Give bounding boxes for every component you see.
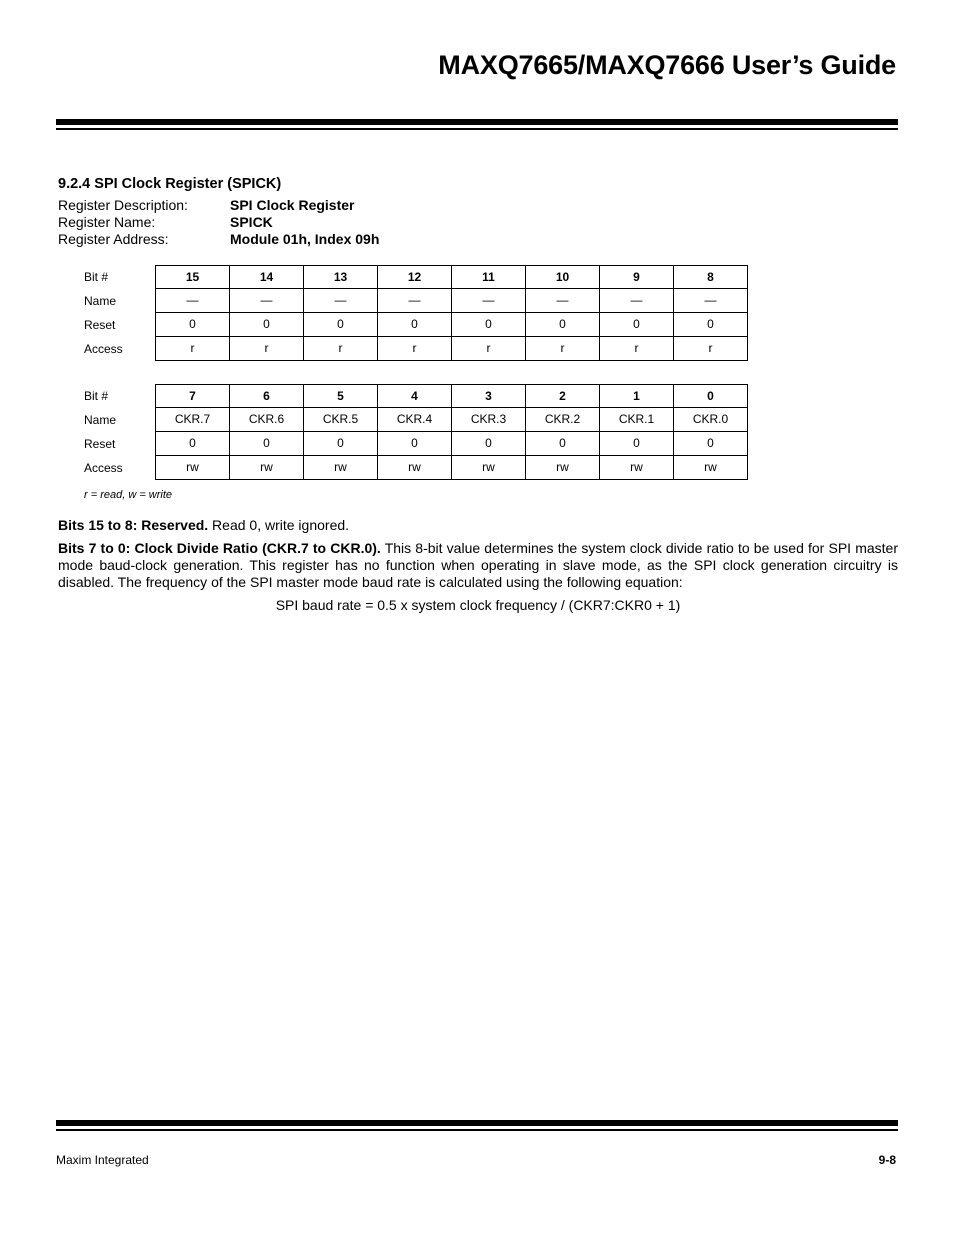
baud-rate-equation: SPI baud rate = 0.5 x system clock frequency / (CKR7:CKR0 + 1) [275,597,681,613]
access-type-cell: rw [378,456,452,480]
row-label: Reset [84,318,116,332]
header-rule-thin [56,128,898,130]
register-name-row [58,214,379,231]
footer-company: Maxim Integrated [56,1153,149,1167]
bit-name-cell: — [304,289,378,313]
bit-number-cell: 6 [230,384,304,408]
access-type-cell: rw [600,456,674,480]
reset-row [84,432,748,456]
bit-name-cell: — [526,289,600,313]
bit-cells [155,408,748,432]
reset-value-cell: 0 [452,313,526,337]
register-description-row [58,197,379,214]
bit-cells [155,337,748,361]
register-table-low-byte [84,384,748,480]
description-clock-divide-bits [58,540,898,591]
access-type-cell: rw [230,456,304,480]
footer-page-number: 9-8 [878,1153,896,1167]
row-label: Access [84,342,123,356]
register-name-value: SPICK [230,214,273,230]
reset-value-cell: 0 [452,432,526,456]
row-label: Name [84,413,117,427]
bit-number-row [84,265,748,289]
access-row [84,337,748,361]
bit-name-cell: — [378,289,452,313]
access-type-cell: r [378,337,452,361]
bit-number-cell: 0 [674,384,748,408]
access-legend: r = read, w = write [84,489,173,501]
bit-cells [155,384,748,408]
reset-value-cell: 0 [600,432,674,456]
reset-value-cell: 0 [304,432,378,456]
reset-value-cell: 0 [230,313,304,337]
bit-name-cell: — [600,289,674,313]
access-row [84,456,748,480]
bit-number-row [84,384,748,408]
access-type-cell: rw [452,456,526,480]
name-row [84,289,748,313]
reset-value-cell: 0 [674,313,748,337]
bit-number-cell: 5 [304,384,378,408]
access-type-cell: r [304,337,378,361]
reset-row [84,313,748,337]
reset-value-cell: 0 [230,432,304,456]
reset-value-cell: 0 [378,313,452,337]
register-info [58,197,379,248]
footer-rule-thick [56,1120,898,1126]
bit-name-cell: — [230,289,304,313]
register-description-label: Register Description: [58,197,188,213]
bit-cells [155,313,748,337]
register-address-value: Module 01h, Index 09h [230,231,380,247]
description-clock-divide-bits-title: Bits 7 to 0: Clock Divide Ratio (CKR.7 to CKR.0). [58,540,381,556]
bit-name-cell: — [452,289,526,313]
reset-value-cell: 0 [304,313,378,337]
access-type-cell: r [230,337,304,361]
bit-number-cell: 15 [155,265,230,289]
row-label: Bit # [84,389,109,403]
access-type-cell: rw [155,456,230,480]
register-address-label: Register Address: [58,231,169,247]
description-clock-divide-bits-text: This 8-bit value determines the system clock divide ratio to be used for SPI master mode baud-clock generation. This register has no function when operating in slave mode, as the SPI clock generation circuitry is disabled. The frequency of the SPI master mode baud rate is calculated using the following equation: [58,540,898,590]
bit-cells [155,456,748,480]
bit-cells [155,265,748,289]
bit-number-cell: 3 [452,384,526,408]
bit-number-cell: 10 [526,265,600,289]
header-rule-thick [56,119,898,125]
access-type-cell: rw [304,456,378,480]
row-label: Access [84,461,123,475]
reset-value-cell: 0 [526,432,600,456]
reset-value-cell: 0 [155,313,230,337]
bit-name-cell: CKR.6 [230,408,304,432]
access-type-cell: r [155,337,230,361]
description-reserved-bits-title: Bits 15 to 8: Reserved. [58,517,209,533]
reset-value-cell: 0 [674,432,748,456]
bit-name-cell: CKR.4 [378,408,452,432]
bit-name-cell: CKR.3 [452,408,526,432]
bit-number-cell: 4 [378,384,452,408]
access-type-cell: r [526,337,600,361]
bit-name-cell: CKR.5 [304,408,378,432]
section-heading: 9.2.4 SPI Clock Register (SPICK) [58,176,282,192]
bit-cells [155,289,748,313]
footer-rule-thin [56,1129,898,1131]
reset-value-cell: 0 [155,432,230,456]
bit-number-cell: 13 [304,265,378,289]
bit-number-cell: 1 [600,384,674,408]
bit-name-cell: — [674,289,748,313]
bit-name-cell: — [155,289,230,313]
document-title: MAXQ7665/MAXQ7666 User’s Guide [438,50,896,80]
description-reserved-bits [58,517,898,534]
bit-cells [155,432,748,456]
register-table-high-byte [84,265,748,361]
bit-number-cell: 8 [674,265,748,289]
access-type-cell: r [452,337,526,361]
bit-name-cell: CKR.0 [674,408,748,432]
bit-number-cell: 12 [378,265,452,289]
access-type-cell: r [674,337,748,361]
access-type-cell: r [600,337,674,361]
bit-number-cell: 9 [600,265,674,289]
bit-name-cell: CKR.2 [526,408,600,432]
bit-name-cell: CKR.1 [600,408,674,432]
reset-value-cell: 0 [600,313,674,337]
reset-value-cell: 0 [378,432,452,456]
description-reserved-bits-text: Read 0, write ignored. [208,517,350,533]
name-row [84,408,748,432]
access-type-cell: rw [526,456,600,480]
bit-number-cell: 7 [155,384,230,408]
access-type-cell: rw [674,456,748,480]
bit-number-cell: 2 [526,384,600,408]
reset-value-cell: 0 [526,313,600,337]
row-label: Reset [84,437,116,451]
bit-number-cell: 14 [230,265,304,289]
register-description-value: SPI Clock Register [230,197,355,213]
bit-name-cell: CKR.7 [155,408,230,432]
row-label: Name [84,294,117,308]
row-label: Bit # [84,270,109,284]
bit-number-cell: 11 [452,265,526,289]
register-name-label: Register Name: [58,214,156,230]
register-address-row [58,231,379,248]
